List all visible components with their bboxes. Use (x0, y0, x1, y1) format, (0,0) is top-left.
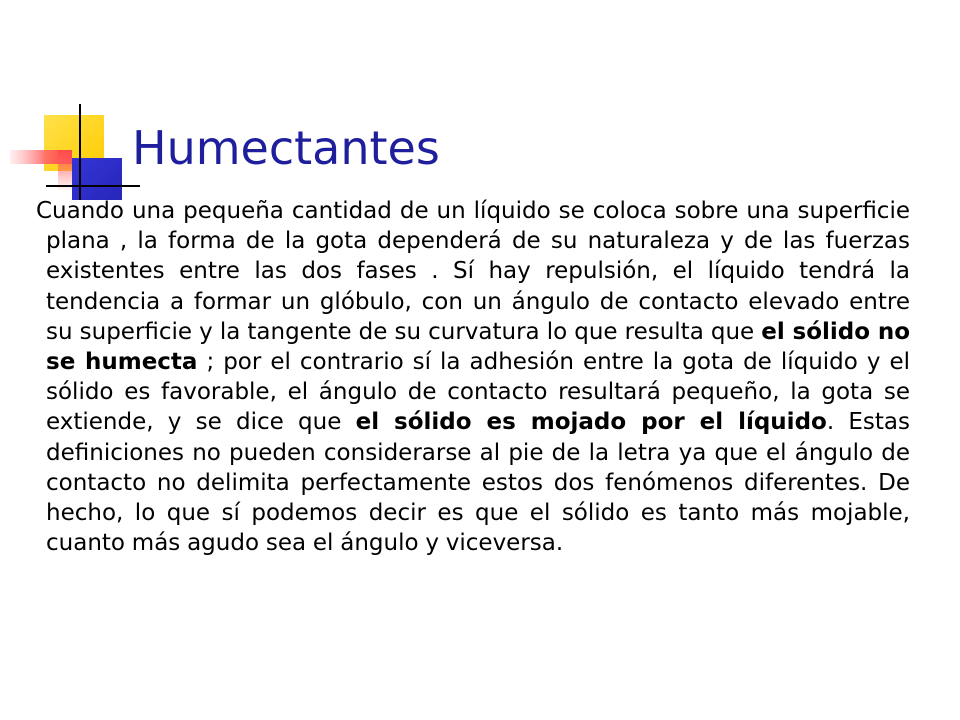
red-bar-vertical (58, 150, 72, 190)
bold-phrase-mojado: el sólido es mojado por el líquido (355, 409, 827, 436)
bold-phrase-no-humecta: el sólido no se humecta (46, 318, 911, 376)
body-paragraph (36, 196, 911, 558)
paragraph-text: Cuando una pequeña cantidad de un líquido se coloca sobre una superficie plana , la forma de la gota dependerá de su naturaleza y de las fuerzas existentes entre las dos fases . Sí hay repulsión, el líquido tendrá la tendencia a formar un glóbulo, con un ángulo de contacto elevado entre su superficie y la tangente de su curvatura lo que resulta que (36, 198, 910, 345)
paragraph-text: ; por el contrario sí la adhesión entre la gota de líquido y el sólido es favorable, el ángulo de contacto resultará pequeño, la gota se extiende, y se dice que (46, 349, 910, 436)
corner-squares-graphic (0, 0, 140, 200)
paragraph-text: . Estas definiciones no pueden considerarse al pie de la letra ya que el ángulo de contacto no delimita perfectamente estos dos fenómenos diferentes. De hecho, lo que sí podemos decir es que el sólido es tanto más mojable, cuanto más agudo sea el ángulo y viceversa. (46, 409, 911, 557)
slide-title: Humectantes (132, 121, 440, 175)
